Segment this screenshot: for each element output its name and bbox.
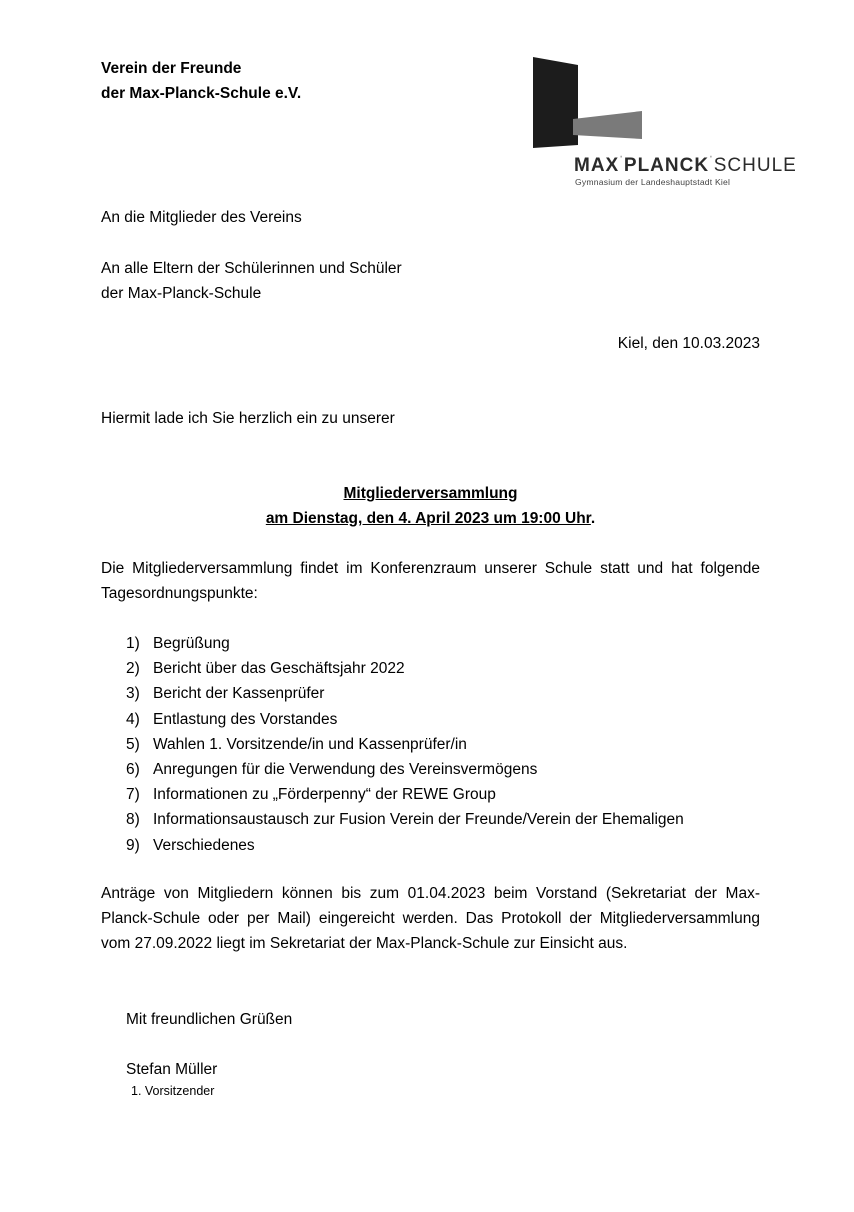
agenda-item: 2) Bericht über das Geschäftsjahr 2022 <box>126 660 405 678</box>
event-heading <box>101 481 760 531</box>
recipient-parents-line-2: der Max-Planck-Schule <box>101 285 262 302</box>
agenda-item: 8) Informationsaustausch zur Fusion Verein der Freunde/Verein der Ehemaligen <box>126 811 684 829</box>
logo-wordmark: $MAX^ˈPLANCK^ˈSCHULE$ <box>574 155 797 176</box>
intro-paragraph: Die Mitgliederversammlung findet im Konferenzraum unserer Schule statt und hat folgende Tagesordnungspunkte: <box>101 560 760 602</box>
signature-name: Stefan Müller <box>126 1061 218 1078</box>
sender-line-2: der Max-Planck-Schule e.V. <box>101 85 302 102</box>
recipient-members: An die Mitglieder des Vereins <box>101 209 302 226</box>
logo-max: MAX <box>574 155 620 176</box>
agenda-item: 7) Informationen zu „Förderpenny“ der REWE Group <box>126 786 496 804</box>
agenda-item: 1) Begrüßung <box>126 635 230 652</box>
letter-date: Kiel, den 10.03.2023 <box>617 335 760 352</box>
event-title: Mitgliederversammlung <box>343 485 518 502</box>
invite-sentence: Hiermit lade ich Sie herzlich ein zu unserer <box>101 410 395 427</box>
greeting: Mit freundlichen Grüßen <box>126 1011 293 1028</box>
logo-schule: SCHULE <box>713 155 797 176</box>
agenda-item: 3) Bericht der Kassenprüfer <box>126 685 325 703</box>
school-logo <box>530 55 797 195</box>
sender-block <box>101 56 301 106</box>
agenda-list <box>126 631 684 858</box>
agenda-item: 6) Anregungen für die Verwendung des Vereinsvermögens <box>126 761 538 779</box>
event-date: am Dienstag, den 4. April 2023 um 19:00 Uhr <box>265 510 591 527</box>
agenda-item: 4) Entlastung des Vorstandes <box>126 710 338 728</box>
recipient-parents-line-1: An alle Eltern der Schülerinnen und Schüler <box>101 260 402 277</box>
event-date-suffix: . <box>590 510 596 527</box>
agenda-item: 5) Wahlen 1. Vorsitzende/in und Kassenprüfer/in <box>126 735 467 753</box>
closing-paragraph: Anträge von Mitgliedern können bis zum 01.04.2023 beim Vorstand (Sekretariat der Max-Planck-Schule oder per Mail) eingereicht werden. Das Protokoll der Mitgliederversammlung vom 27.09.2022 liegt im Sekretariat der Max-Planck-Schule zur Einsicht aus. <box>101 885 760 952</box>
sender-line-1: Verein der Freunde <box>101 60 242 77</box>
logo-planck: PLANCK <box>623 155 710 176</box>
recipient-parents <box>101 256 402 306</box>
logo-subtitle: Gymnasium der Landeshauptstadt Kiel <box>575 177 731 187</box>
agenda-item: 9) Verschiedenes <box>126 836 255 854</box>
logo-mark-icon <box>530 55 760 155</box>
signature-role: 1. Vorsitzender <box>131 1084 215 1098</box>
